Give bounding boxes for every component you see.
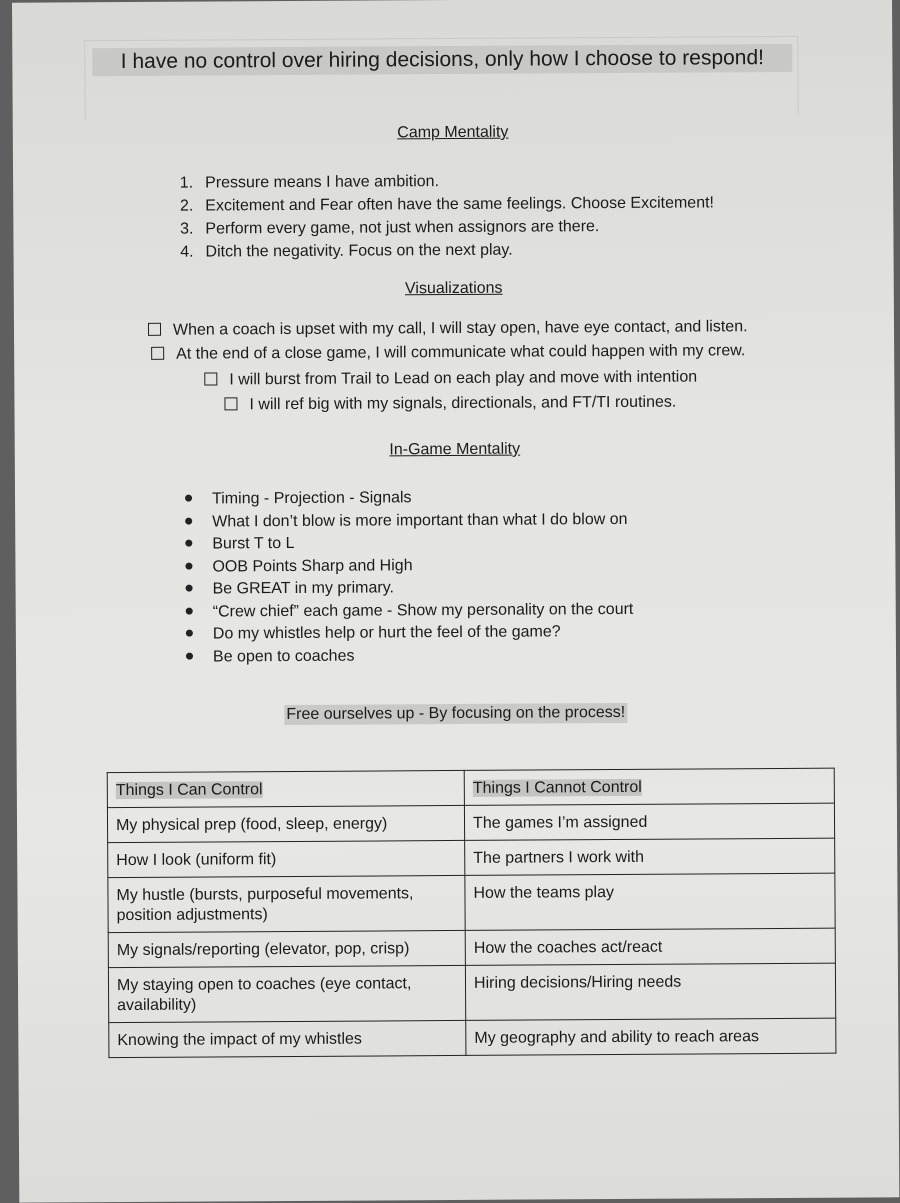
in-game-mentality-heading: In-Game Mentality [389,440,521,459]
table-row [108,838,835,877]
table-row [108,873,835,932]
bullet-icon [186,630,193,637]
table-cell: My staying open to coaches (eye contact, availability) [108,965,465,1022]
list-item: Timing - Projection - Signals [185,486,633,511]
camp-mentality-heading: Camp Mentality [397,123,509,142]
table-cell: How the teams play [465,873,835,930]
checkbox-icon [224,397,237,410]
bullet-icon [185,495,192,502]
checkbox-icon [148,323,161,336]
table-cell: My hustle (bursts, purposeful movements, position adjustments) [108,875,465,932]
table-cell: How I look (uniform fit) [108,840,465,877]
list-item: 1. Pressure means I have ambition. [179,173,440,192]
list-item: 4. Ditch the negativity. Focus on the next play. [180,241,513,261]
bullet-icon [186,607,193,614]
visualization-item: I will burst from Trail to Lead on each play and move with intention [204,369,697,390]
bullet-icon [185,540,192,547]
table-cell: My signals/reporting (elevator, pop, crisp) [108,930,465,967]
table-cell: My physical prep (food, sleep, energy) [107,805,464,842]
table-cell: Hiring decisions/Hiring needs [465,963,835,1020]
table-row [108,928,835,967]
table-row [107,803,834,842]
list-item: Be GREAT in my primary. [186,576,634,601]
bullet-icon [185,562,192,569]
visualization-item: When a coach is upset with my call, I will stay open, have eye contact, and listen. [148,318,748,340]
table-row [108,963,835,1022]
in-game-mentality-list [185,486,634,669]
checkbox-icon [204,372,217,385]
table-header: Things I Cannot Control [464,768,834,805]
table-cell: Knowing the impact of my whistles [109,1020,466,1057]
camp-mentality-list [163,168,714,263]
document-page [12,0,899,1203]
checkbox-icon [151,347,164,360]
table-row [109,1018,836,1057]
visualization-item: I will ref big with my signals, directionals, and FT/TI routines. [224,394,676,415]
list-item: “Crew chief” each game - Show my personality on the court [186,598,634,623]
table-header: Things I Can Control [107,770,464,807]
list-item: OOB Points Sharp and High [185,553,633,578]
table-cell: The games I’m assigned [464,803,834,840]
banner-statement: I have no control over hiring decisions, only how I choose to respond! [92,44,792,76]
table-cell: The partners I work with [465,838,835,875]
bullet-icon [185,517,192,524]
list-item: 3. Perform every game, not just when assignors are there. [179,218,600,238]
control-table [107,768,837,1058]
table-cell: My geography and ability to reach areas [466,1018,836,1055]
list-item: Burst T to L [185,531,633,556]
table-header-row [107,768,834,807]
visualizations-heading: Visualizations [404,279,503,298]
visualization-item: At the end of a close game, I will communicate what could happen with my crew. [151,342,745,364]
list-item: Do my whistles help or hurt the feel of the game? [186,621,634,646]
list-item: What I don’t blow is more important than what I do blow on [185,508,633,533]
list-item: 2. Excitement and Fear often have the same feelings. Choose Excitement! [179,194,715,215]
bullet-icon [186,652,193,659]
table-cell: How the coaches act/react [465,928,835,965]
bullet-icon [186,585,193,592]
list-item: Be open to coaches [186,643,634,668]
process-statement: Free ourselves up - By focusing on the process! [284,703,627,725]
